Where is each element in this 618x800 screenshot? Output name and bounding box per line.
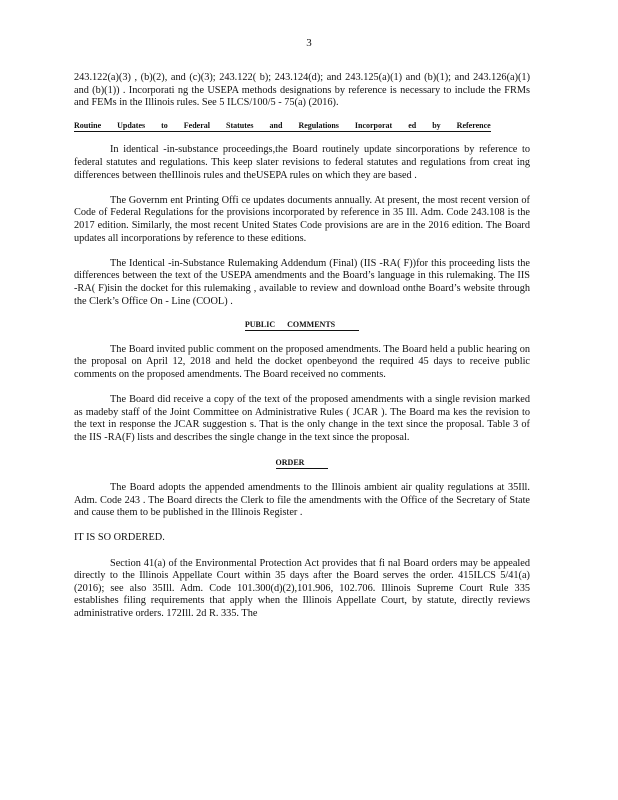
section-heading-public-comments: PUBLIC COMMENTS <box>74 320 530 331</box>
page-number: 3 <box>306 37 312 49</box>
document-body <box>74 72 530 621</box>
paragraph-routine-2: The Governm ent Printing Offi ce updates documents annually. At present, the most recent version of Code of Federal Regulations for the provisions incorporated by reference in 35 Ill. Adm. Code 243.108 is the 2017 edition. Similarly, the most recent United States Code provisions are are in the 2016 edition. The Board updates all incorporations by reference to these editions. <box>74 194 530 244</box>
paragraph-routine-1: In identical -in-substance proceedings,the Board routinely update sincorporations by reference to federal statutes and regulations. This keep slater revisions to federal statutes and regulations from creat ing differences between theIllinois rules and theUSEPA rules on which they are based . <box>74 144 530 181</box>
paragraph-routine-3: The Identical -in-Substance Rulemaking Addendum (Final) (IIS -RA( F))for this proceeding lists the differences between the text of the USEPA amendments and the Board’s language in this rulemaking. The IIS -RA( F)isin the docket for this rulemaking , available to review and download onthe Board’s website through the Clerk’s Office On - Line (COOL) . <box>74 257 530 307</box>
paragraph-public-2: The Board did receive a copy of the text of the proposed amendments with a single revision marked as madeby staff of the Joint Committee on Administrative Rules ( JCAR ). The Board ma kes the revision to the text in response the JCAR suggestion s. That is the only change in the text since the proposal. Table 3 of the IIS -RA(F) lists and describes the single change in the text since the proposal. <box>74 394 530 443</box>
intro-paragraph: 243.122(a)(3) , (b)(2), and (c)(3); 243.122( b); 243.124(d); and 243.125(a)(1) and (b)(1); and 243.126(a)(1) and (b)(1)) . Incorporati ng the USEPA methods designations by reference is necessary to include the FRMs and FEMs in the Illinois rules. See 5 ILCS/100/5 - 75(a) (2016). <box>74 72 530 109</box>
paragraph-public-1: The Board invited public comment on the proposed amendments. The Board held a public hearing on the proposal on April 12, 2018 and held the docket openbeyond the required 45 days to receive public comments on the proposed amendments. The Board received no comments. <box>74 343 530 380</box>
paragraph-order-2: Section 41(a) of the Environmental Protection Act provides that fi nal Board orders may be appealed directly to the Illinois Appellate Court within 35 days after the Board serves the order. 415ILCS 5/41(a) (2016); see also 35Ill. Adm. Code 101.300(d)(2),101.906, 102.706. Illinois Supreme Court Rule 335 establishes filing requirements that apply when the Illinois Appellate Court, by statute, directly reviews administrative orders. 172Ill. 2d R. 335. The <box>74 557 530 619</box>
so-ordered-line: IT IS SO ORDERED. <box>74 532 165 544</box>
section-heading-order: ORDER <box>74 458 530 469</box>
paragraph-order-1: The Board adopts the appended amendments to the Illinois ambient air quality regulations at 35Ill. Adm. Code 243 . The Board directs the Clerk to file the amendments with the Office of the Secretary of State and cause them to be published in the Illinois Register . <box>74 482 530 519</box>
section-heading-routine-updates: Routine Updates to Federal Statutes and Regulations Incorporat ed by Reference <box>74 120 491 130</box>
